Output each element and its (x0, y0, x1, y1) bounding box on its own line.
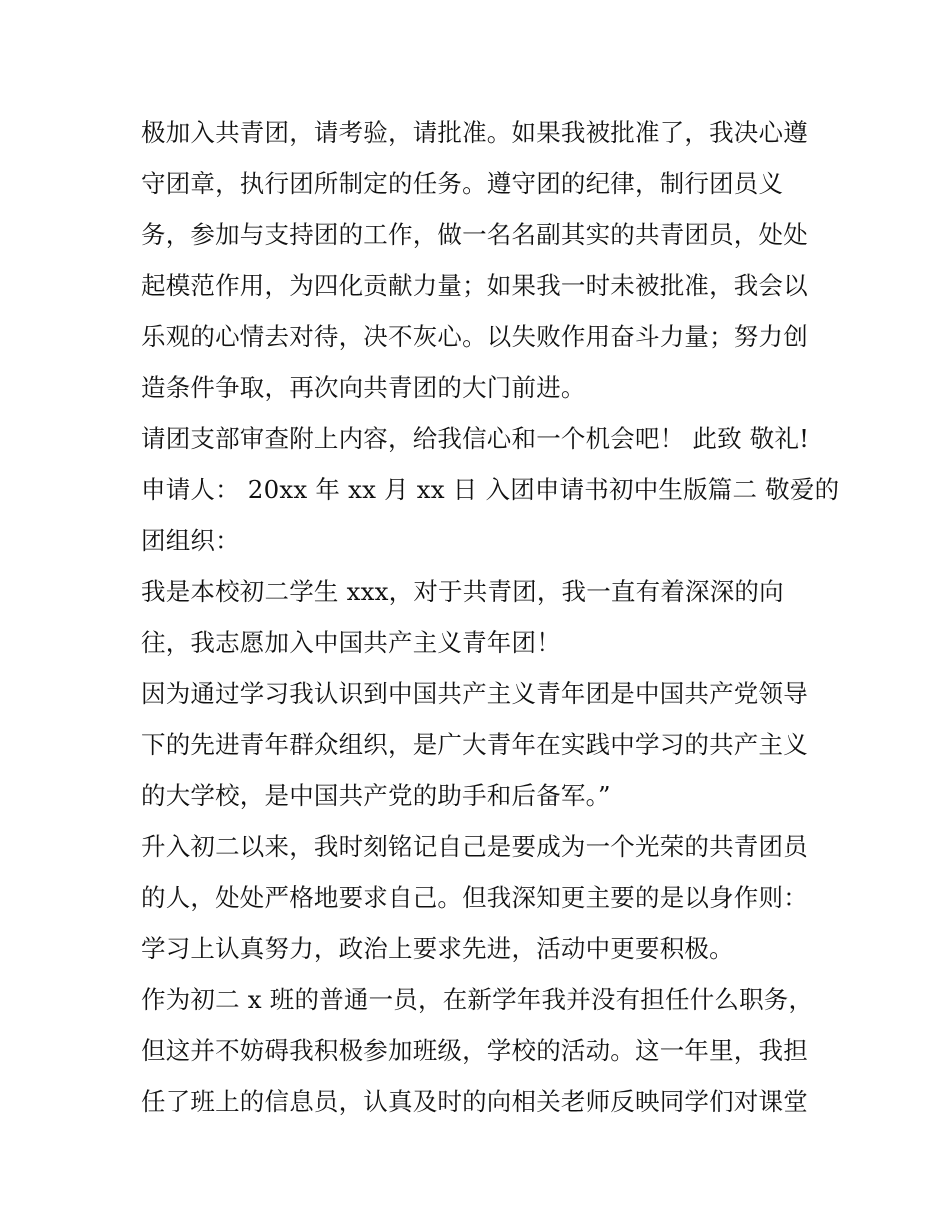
text-line: 的人，处处严格地要求自己。但我深知更主要的是以身作则： (141, 883, 808, 912)
text-line: 极加入共青团，请考验，请批准。如果我被批准了，我决心遵 (141, 118, 808, 147)
text-line: 学习上认真努力，政治上要求先进，活动中更要积极。 (141, 934, 734, 963)
text-line: 团组织： (141, 526, 240, 555)
text-line: 升入初二以来，我时刻铭记自己是要成为一个光荣的共青团员 (141, 832, 808, 861)
text-line: 乐观的心情去对待，决不灰心。以失败作用奋斗力量；努力创 (141, 322, 808, 351)
text-line: 守团章，执行团所制定的任务。遵守团的纪律，制行团员义 (141, 169, 784, 198)
text-line: 造条件争取，再次向共青团的大门前进。 (141, 373, 586, 402)
text-line: 申请人： 20xx 年 xx 月 xx 日 入团申请书初中生版篇二 敬爱的 (141, 475, 840, 504)
text-line: 但这并不妨碍我积极参加班级，学校的活动。这一年里，我担 (141, 1036, 808, 1065)
text-line: 起模范作用，为四化贡献力量；如果我一时未被批准，我会以 (141, 271, 808, 300)
text-line: 的大学校，是中国共产党的助手和后备军。” (141, 781, 611, 810)
text-line: 任了班上的信息员，认真及时的向相关老师反映同学们对课堂 (141, 1087, 808, 1116)
text-line: 作为初二 x 班的普通一员，在新学年我并没有担任什么职务， (141, 985, 814, 1014)
text-line: 务，参加与支持团的工作，做一名名副其实的共青团员，处处 (141, 220, 808, 249)
text-line: 下的先进青年群众组织，是广大青年在实践中学习的共产主义 (141, 730, 808, 759)
text-line: 因为通过学习我认识到中国共产主义青年团是中国共产党领导 (141, 679, 808, 708)
document-body (141, 107, 840, 1127)
text-line: 往，我志愿加入中国共产主义青年团！ (141, 628, 561, 657)
text-line: 我是本校初二学生 xxx，对于共青团，我一直有着深深的向 (141, 577, 784, 606)
text-line: 请团支部审查附上内容，给我信心和一个机会吧！ 此致 敬礼! (141, 424, 810, 453)
